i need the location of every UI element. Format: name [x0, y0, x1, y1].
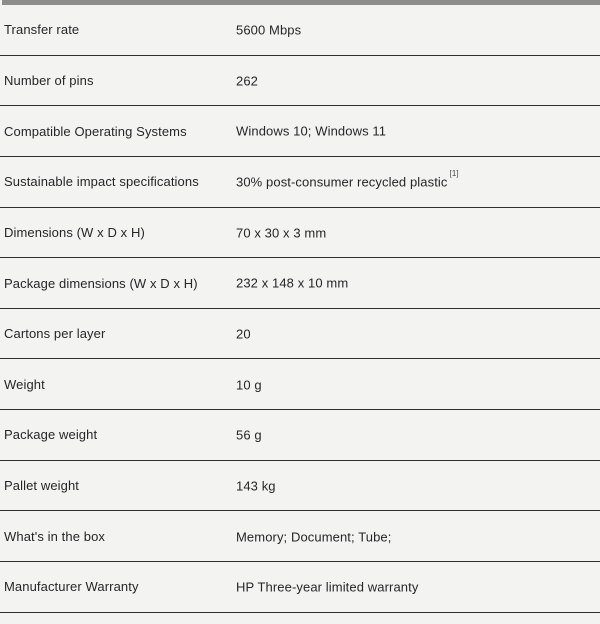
spec-value	[236, 225, 600, 240]
spec-label: Sustainable impact specifications	[4, 174, 199, 190]
spec-value-text: 30% post-consumer recycled plastic	[236, 174, 448, 190]
spec-value	[236, 427, 600, 442]
spec-label: Manufacturer Warranty	[4, 579, 139, 595]
table-row	[0, 562, 600, 613]
spec-label: Pallet weight	[4, 478, 80, 494]
spec-value-text: Windows 10; Windows 11	[236, 123, 387, 139]
table-row	[0, 309, 600, 360]
spec-value-text: 56 g	[236, 427, 262, 443]
spec-value	[236, 275, 600, 290]
spec-label: What's in the box	[4, 528, 106, 544]
table-row	[0, 56, 600, 107]
table-row	[0, 511, 600, 562]
spec-label: Package dimensions (W x D x H)	[4, 275, 198, 291]
table-row	[0, 410, 600, 461]
table-row	[0, 359, 600, 410]
footnote-marker: [1]	[449, 169, 459, 179]
spec-value	[236, 22, 600, 37]
spec-value-text: 143 kg	[236, 478, 276, 494]
spec-label: Cartons per layer	[4, 326, 106, 342]
spec-value-text: HP Three-year limited warranty	[236, 579, 419, 595]
spec-value	[236, 169, 600, 190]
spec-label: Compatible Operating Systems	[4, 123, 187, 139]
spec-value	[236, 326, 600, 341]
table-row	[0, 258, 600, 309]
spec-value-text: 232 x 148 x 10 mm	[236, 275, 349, 291]
spec-value	[236, 73, 600, 88]
spec-value	[236, 123, 600, 138]
table-row	[0, 106, 600, 157]
spec-value-text: 70 x 30 x 3 mm	[236, 225, 327, 241]
spec-value-text: 10 g	[236, 376, 262, 392]
spec-table	[0, 5, 600, 613]
spec-value	[236, 478, 600, 493]
spec-value-text: 262	[236, 73, 258, 89]
spec-label: Weight	[4, 376, 45, 392]
table-row	[0, 157, 600, 208]
spec-label: Transfer rate	[4, 22, 80, 38]
spec-value	[236, 529, 600, 544]
spec-value	[236, 579, 600, 594]
spec-label: Dimensions (W x D x H)	[4, 224, 145, 240]
spec-value-text: 5600 Mbps	[236, 22, 302, 38]
spec-label: Number of pins	[4, 72, 94, 88]
spec-label: Package weight	[4, 427, 98, 443]
spec-value-text: 20	[236, 326, 251, 342]
spec-value	[236, 377, 600, 392]
table-row	[0, 208, 600, 259]
table-row	[0, 461, 600, 512]
table-row	[0, 5, 600, 56]
spec-value-text: Memory; Document; Tube;	[236, 528, 392, 544]
